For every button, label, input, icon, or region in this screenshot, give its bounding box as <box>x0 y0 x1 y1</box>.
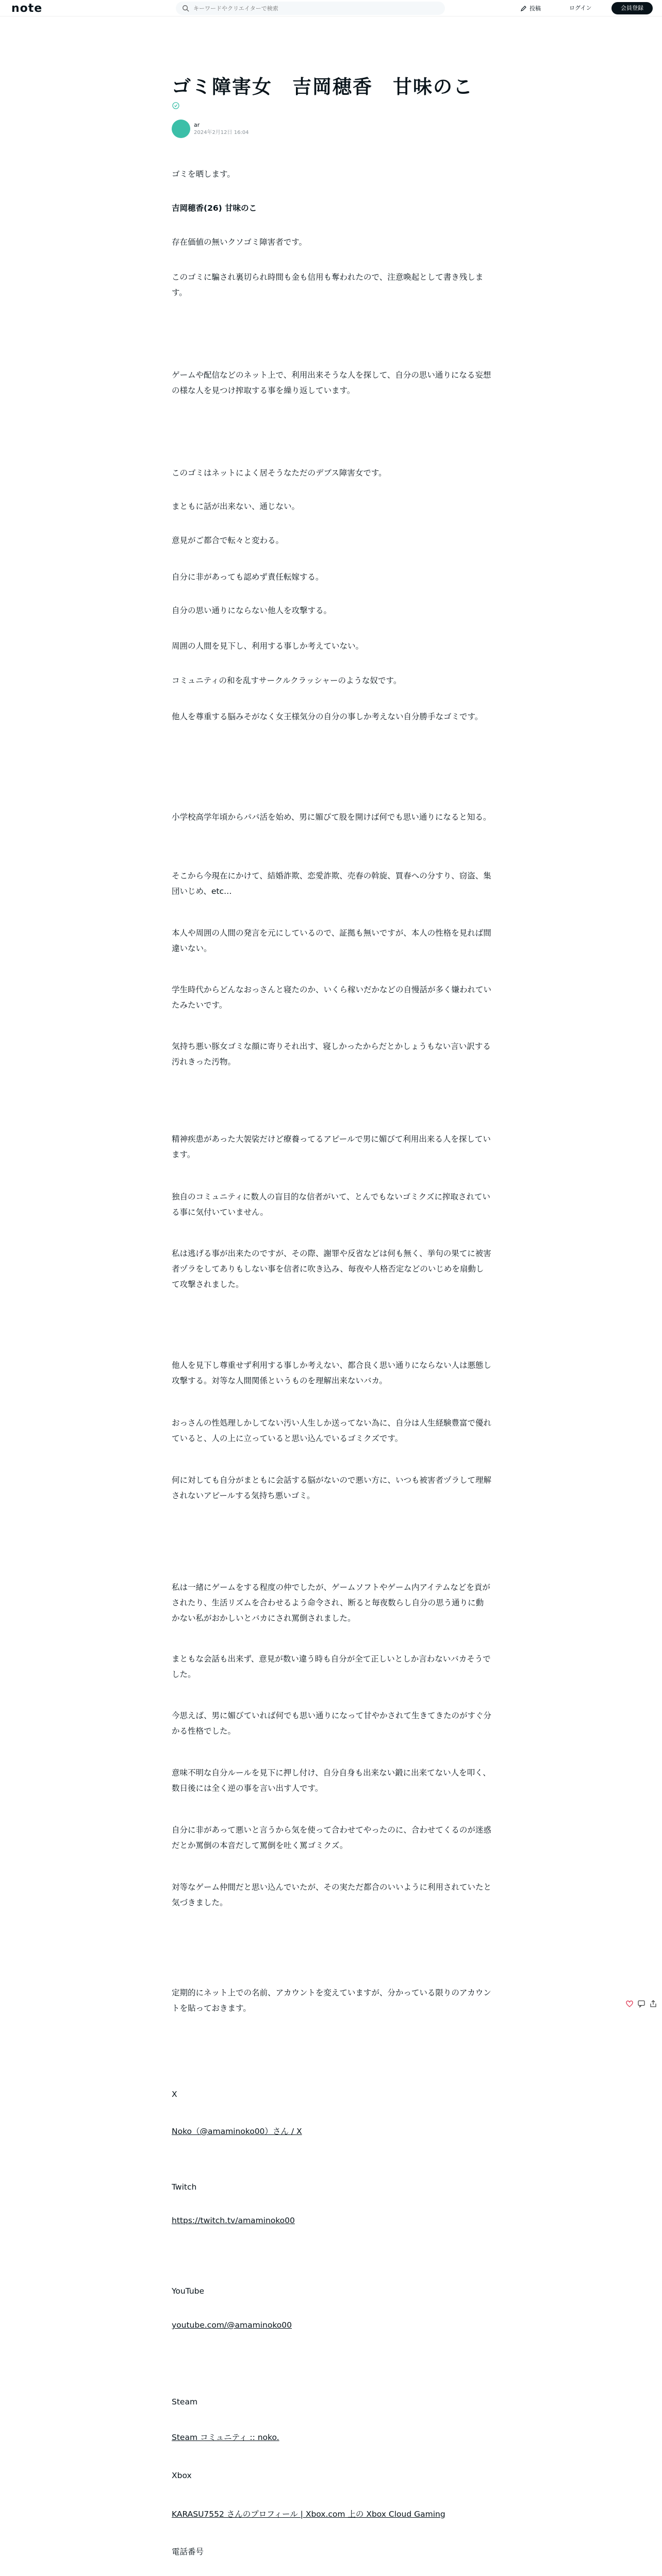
youtube-label: YouTube <box>172 2286 205 2296</box>
paragraph: 独自のコミュニティに数人の盲目的な信者がいて、とんでもないゴミクズに搾取されている事に気付いていません。 <box>172 1192 490 1217</box>
heart-icon <box>625 1999 634 2008</box>
xbox-link[interactable]: KARASU7552 さんのプロフィール | Xbox.com 上の Xbox Cloud Gaming <box>172 2510 445 2519</box>
paragraph: このゴミはネットによく居そうなただのデブス障害女です。 <box>172 468 387 478</box>
share-icon <box>649 1999 657 2008</box>
post-button[interactable] <box>521 3 541 13</box>
comment-button[interactable] <box>637 1999 646 2008</box>
paragraph: 私は一緒にゲームをする程度の仲でしたが、ゲームソフトやゲーム内アイテムなどを貢がされたり、生活リズムを合わせるよう命令され、断ると毎夜数らし自分の思う通りに動かない私がおかしいとバカにされ罵倒されました。 <box>172 1583 490 1623</box>
paragraph: 吉岡穂香(26) 甘味のこ <box>172 204 257 213</box>
paragraph: 小学校高学年頃からパパ活を始め、男に媚びて股を開けば何でも思い通りになると知る。 <box>172 812 491 822</box>
article-title: ゴミ障害女 吉岡穂香 甘味のこ <box>172 76 473 98</box>
paragraph: 対等なゲーム仲間だと思い込んでいたが、その実ただ都合のいいように利用されていたと気づきました。 <box>172 1883 492 1907</box>
avatar[interactable] <box>172 120 190 138</box>
side-actions <box>625 1998 658 2009</box>
search-input[interactable] <box>193 5 431 12</box>
pencil-icon <box>521 5 527 11</box>
comment-icon <box>637 1999 646 2008</box>
paragraph: コミュニティの和を乱すサークルクラッシャーのような奴です。 <box>172 676 402 685</box>
search-icon <box>182 5 189 12</box>
paragraph: 学生時代からどんなおっさんと寝たのか、いくら稼いだかなどの自慢話が多く嫌われていたみたいです。 <box>172 985 492 1010</box>
xbox-label: Xbox <box>172 2471 192 2480</box>
signup-button[interactable]: 会員登録 <box>611 2 653 14</box>
search-bar[interactable] <box>176 2 445 15</box>
like-button[interactable] <box>625 1999 634 2008</box>
paragraph: まともに話が出来ない、通じない。 <box>172 502 300 511</box>
paragraph: 意味不明な自分ルールを見下に押し付け、自分自身も出来ない鍛に出来てない人を叩く、数日後には全く逆の事を言い出す人です。 <box>172 1768 491 1793</box>
top-header <box>0 0 662 16</box>
paragraph: 周囲の人間を見下し、利用する事しか考えていない。 <box>172 641 364 651</box>
steam-label: Steam <box>172 2397 198 2406</box>
twitch-link[interactable]: https://twitch.tv/amaminoko00 <box>172 2216 295 2225</box>
paragraph: このゴミに騙され裏切られ時間も金も信用も奪われたので、注意喚起として書き残します。 <box>172 273 484 297</box>
paragraph: ゲームや配信などのネット上で、利用出来そうな人を探して、自分の思い通りになる妄想の様な人を見つけ搾取する事を繰り返しています。 <box>172 370 491 395</box>
paragraph: 他人を見下し尊重せず利用する事しか考えない、都合良く思い通りにならない人は悪態し攻撃する。対等な人間関係というものを理解出来ないバカ。 <box>172 1361 492 1385</box>
paragraph: 気持ち悪い豚女ゴミな顔に寄りそれ出す、寝しかったからだとかしょうもない言い訳する汚れきった汚物。 <box>172 1042 491 1066</box>
paragraph: そこから今現在にかけて、結婚詐欺、恋愛詐欺、売春の斡旋、買春への分すり、窃盗、集団いじめ、etc… <box>172 871 491 896</box>
paragraph: 定期的にネット上での名前、アカウントを変えていますが、分かっている限りのアカウントを貼っておきます。 <box>172 1988 491 2013</box>
paragraph: 自分の思い通りにならない他人を攻撃する。 <box>172 606 332 615</box>
paragraph: 精神疾患があった大袈裟だけど療養ってるアピールで男に媚びて利用出来る人を探しています。 <box>172 1134 491 1159</box>
paragraph: まともな会話も出来ず、意見が数い違う時も自分が全て正しいとしか言わないバカそうでした。 <box>172 1654 491 1679</box>
post-date: 2024年2月12日 16:04 <box>194 130 249 135</box>
post-label: 投稿 <box>529 5 541 12</box>
paragraph: ゴミを晒します。 <box>172 170 235 179</box>
paragraph: おっさんの性処理しかしてない汚い人生しか送ってない為に、自分は人生経験豊富で優れていると、人の上に立っていると思い込んでいるゴミクズです。 <box>172 1418 492 1443</box>
paragraph: 何に対しても自分がまともに会話する脳がないので悪い方に、いつも被害者ヅラして理解されないアピールする気持ち悪いゴミ。 <box>172 1476 492 1500</box>
paragraph: 自分に非があっても認めず責任転嫁する。 <box>172 572 324 582</box>
author-name[interactable]: ar <box>194 122 200 128</box>
youtube-link[interactable]: youtube.com/@amaminoko00 <box>172 2320 292 2330</box>
paragraph: 自分に非があって悪いと言うから気を使って合わせてやったのに、合わせてくるのが迷惑だとか罵倒の本音だして罵倒を吐く罵ゴミクズ。 <box>172 1825 491 1850</box>
paragraph: 意見がご都合で転々と変わる。 <box>172 536 284 545</box>
author-block[interactable] <box>172 120 249 138</box>
login-link[interactable]: ログイン <box>569 5 592 11</box>
paragraph: 私は逃げる事が出来たのですが、その際、謝罪や反省などは何も無く、挙句の果てに被害者ヅラをしてありもしない事を信者に吹き込み、毎夜や人格否定などのいじめを扇動して攻撃されました。 <box>172 1249 491 1289</box>
twitch-label: Twitch <box>172 2182 197 2192</box>
x-label: X <box>172 2090 177 2099</box>
phone-label: 電話番号 <box>172 2547 204 2556</box>
author-meta <box>194 121 249 137</box>
steam-link[interactable]: Steam コミュニティ :: noko. <box>172 2433 279 2442</box>
paragraph: 本人や周囲の人間の発言を元にしているので、証拠も無いですが、本人の性格を見れば間違いない。 <box>172 928 491 953</box>
magazine-icon[interactable] <box>172 102 179 109</box>
share-button[interactable] <box>649 1999 658 2008</box>
x-account-link[interactable]: Noko（@amaminoko00）さん / X <box>172 2127 302 2136</box>
paragraph: 今思えば、男に媚びていれば何でも思い通りになって甘やかされて生きてきたのがすぐ分かる性格でした。 <box>172 1711 492 1736</box>
paragraph: 他人を尊重する脳みそがなく女王様気分の自分の事しか考えない自分勝手なゴミです。 <box>172 712 483 721</box>
paragraph: 存在価値の無いクソゴミ障害者です。 <box>172 238 307 247</box>
note-logo[interactable]: note <box>11 2 43 15</box>
